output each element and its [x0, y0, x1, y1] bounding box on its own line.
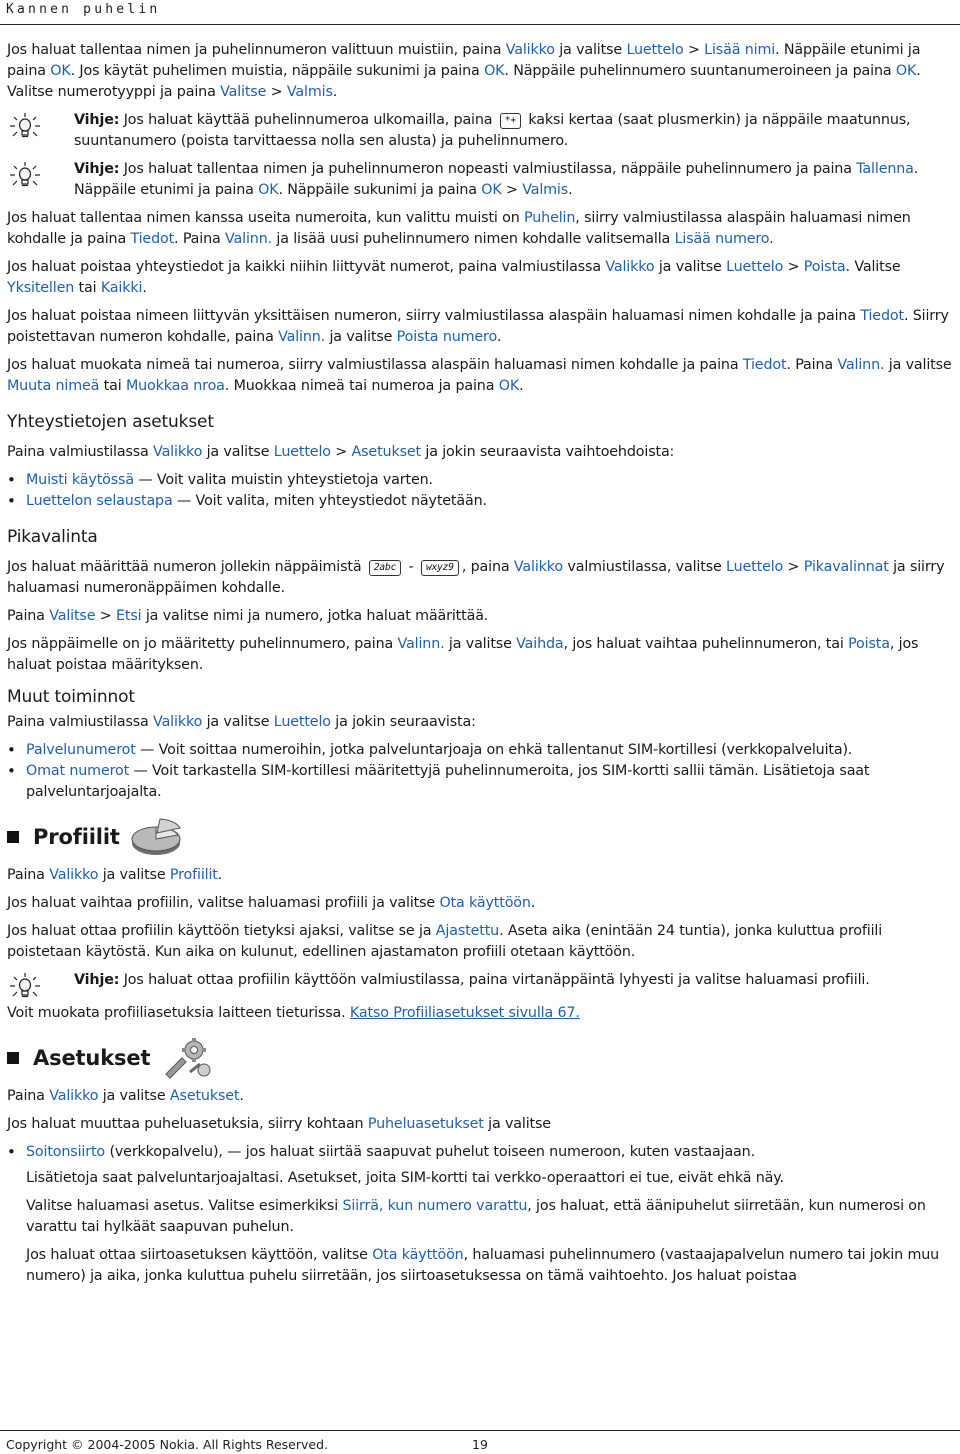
menu-term: Vaihda [516, 636, 564, 652]
menu-term: Muokkaa nroa [125, 378, 225, 394]
sub-paragraph [7, 1245, 955, 1287]
star-key-icon: *+ [500, 113, 521, 129]
lightbulb-icon [9, 972, 41, 1000]
text: Jos haluat muuttaa puheluasetuksia, siirry kohtaan [7, 1116, 368, 1132]
text: ja valitse nimi ja numero, jotka haluat määrittää. [141, 608, 489, 624]
menu-term: Valikko [505, 42, 555, 58]
text: . [769, 231, 774, 247]
text: Jos haluat käyttää puhelinnumeroa ulkomailla, paina [119, 112, 497, 128]
chapter-heading-settings [7, 1036, 955, 1080]
menu-term: OK [50, 63, 71, 79]
paragraph-profiles-edit [7, 1003, 955, 1024]
sub-paragraph: Lisätietoja saat palveluntarjoajaltasi. Asetukset, joita SIM-kortti tai verkko-operaattori ei tue, eivät ehkä näy. [26, 1170, 784, 1186]
lightbulb-icon [9, 161, 41, 189]
text: ja valitse [325, 329, 397, 345]
text: ja valitse [98, 1088, 170, 1104]
text: ja valitse [98, 867, 170, 883]
menu-term: Valinn. [837, 357, 885, 373]
menu-term: Asetukset [351, 444, 421, 460]
text: > [783, 559, 804, 575]
paragraph-delete-number [7, 306, 955, 348]
tip-international [7, 110, 955, 152]
text: . Valitse [845, 259, 901, 275]
text: Paina [7, 608, 50, 624]
text: Paina valmiustilassa [7, 444, 154, 460]
text: , jos haluat poistaa määrityksen. [7, 636, 919, 673]
list-item [7, 761, 955, 803]
menu-term: Valmis [286, 84, 333, 100]
menu-term: Poista numero [396, 329, 497, 345]
tip-label: Vihje: [74, 161, 120, 177]
tip-label: Vihje: [74, 972, 120, 988]
text: Voit muokata profiiliasetuksia laitteen tieturissa. [7, 1005, 350, 1021]
text: > [266, 84, 287, 100]
text: tai [99, 378, 126, 394]
text: . [332, 84, 338, 100]
menu-term: Valinn. [225, 231, 273, 247]
text: . [142, 280, 147, 296]
text: . Valitse numerotyyppi ja paina [7, 63, 921, 100]
paragraph-contact-settings-intro [7, 442, 955, 463]
text: , paina [461, 559, 514, 575]
paragraph-profiles-open [7, 865, 955, 886]
key-2-icon: 2abc [369, 560, 401, 576]
text: ja valitse [654, 259, 727, 275]
menu-term: Siirrä, kun numero varattu [342, 1198, 528, 1214]
menu-term: Lisää numero [674, 231, 770, 247]
menu-term: Valikko [49, 1088, 99, 1104]
menu-term: OK [895, 63, 917, 79]
text: Jos haluat ottaa siirtoasetuksen käyttöön, valitse [26, 1247, 373, 1263]
text: — Voit tarkastella SIM-kortillesi määritettyjä puhelinnumeroita, jos SIM-kortti sallii tämän. Lisätietoja saat palveluntarjoajalta. [26, 763, 870, 800]
text: . [530, 895, 536, 911]
text: . [496, 329, 502, 345]
paragraph-speed-dial-assign [7, 557, 955, 599]
text: . Aseta aika (enintään 24 tuntia), jonka kuluttua profiili poistetaan käytöstä. Kun aika on kulunut, edellinen ajastamaton profiili otetaan käyttöön. [7, 923, 883, 960]
menu-term: Valmis [522, 182, 569, 198]
text: ja valitse [202, 714, 274, 730]
menu-term: Asetukset [169, 1088, 240, 1104]
text: Jos haluat tallentaa nimen ja puhelinnumeron valittuun muistiin, paina [7, 42, 506, 58]
text: ja jokin seuraavista: [330, 714, 476, 730]
paragraph-profiles-timed [7, 921, 955, 963]
menu-term: Valikko [153, 714, 203, 730]
document-body [7, 40, 955, 1294]
settings-tools-icon [160, 1036, 214, 1080]
menu-term: OK [258, 182, 279, 198]
text: Jos haluat ottaa profiilin käyttöön valmiustilassa, paina virtanäppäintä lyhyesti ja valitse haluamasi profiili. [119, 972, 870, 988]
list-item [7, 491, 955, 512]
menu-term: Valikko [153, 444, 203, 460]
text: ja siirry haluamasi numeronäppäimen kohdalle. [7, 559, 945, 596]
menu-term: Puhelin [524, 210, 576, 226]
chapter-heading-profiles [7, 815, 955, 859]
menu-term: Profiilit [169, 867, 218, 883]
text: > [683, 42, 705, 58]
text: > [330, 444, 352, 460]
menu-term: Luettelo [273, 714, 331, 730]
menu-term: Valinn. [397, 636, 445, 652]
menu-term: Luettelo [726, 559, 784, 575]
text: — Voit soittaa numeroihin, jotka palveluntarjoaja on ehkä tallentanut SIM-kortillesi (verkkopalveluita). [135, 742, 853, 758]
text: > [501, 182, 523, 198]
text: Valitse haluamasi asetus. Valitse esimerkiksi [26, 1198, 343, 1214]
paragraph-delete-contacts [7, 257, 955, 299]
menu-term: Poista [848, 636, 890, 652]
text: . [217, 867, 223, 883]
paragraph-speed-dial-select [7, 606, 955, 627]
text: Jos näppäimelle on jo määritetty puhelinnumero, paina [7, 636, 398, 652]
menu-term: Ajastettu [435, 923, 500, 939]
menu-term: Yksitellen [7, 280, 75, 296]
text: . Jos käytät puhelimen muistia, näppäile sukunimi ja paina [70, 63, 485, 79]
menu-term: Luettelo [626, 42, 684, 58]
text: kaksi kertaa (saat plusmerkin) ja näppäile maatunnus, suuntanumero (poista tarvittaessa nolla sen alusta) ja puhelinnumero. [74, 112, 911, 149]
menu-term: Poista [803, 259, 846, 275]
paragraph-call-settings [7, 1114, 955, 1135]
paragraph-multiple-numbers [7, 208, 955, 250]
text: , jos haluat vaihtaa puhelinnumeron, tai [563, 636, 849, 652]
text: Jos haluat vaihtaa profiilin, valitse haluamasi profiili ja valitse [7, 895, 440, 911]
text: Paina [7, 867, 50, 883]
text: . Näppäile etunimi ja paina [7, 42, 921, 79]
menu-term: Palvelunumerot [26, 742, 136, 758]
menu-term: Soitonsiirto [26, 1144, 106, 1160]
text: Jos haluat tallentaa nimen kanssa useita numeroita, kun valittu muisti on [7, 210, 525, 226]
text: . Näppäile sukunimi ja paina [278, 182, 482, 198]
menu-term: Tiedot [130, 231, 175, 247]
text: , haluamasi puhelinnumero (vastaajapalvelun numero tai jokin muu numero) ja aika, jonka kuluttua puhelu siirretään, jos siirtoasetuksessa on tämä vaihtoehto. Jos haluat poistaa [26, 1247, 940, 1284]
text: , jos haluat, että äänipuhelut siirretään, kun numerosi on varattu tai hylkäät saapuvan puhelun. [26, 1198, 926, 1235]
text: Jos haluat ottaa profiilin käyttöön tietyksi ajaksi, valitse se ja [7, 923, 436, 939]
menu-term: Valikko [513, 559, 564, 575]
menu-term: Puheluasetukset [367, 1116, 484, 1132]
cross-reference-link[interactable]: Katso Profiiliasetukset sivulla 67. [349, 1005, 580, 1021]
text: ja lisää uusi puhelinnumero nimen kohdalle valitsemalla [272, 231, 675, 247]
menu-term: Tallenna [856, 161, 914, 177]
menu-term: OK [481, 182, 502, 198]
menu-term: Luettelo [273, 444, 331, 460]
section-heading-speed-dial: Pikavalinta [7, 527, 98, 547]
paragraph-speed-dial-change [7, 634, 955, 676]
text: . Muokkaa nimeä tai numeroa ja paina [224, 378, 499, 394]
text: . Paina [786, 357, 838, 373]
text: — Voit valita muistin yhteystietoja varten. [133, 472, 433, 488]
menu-term: Valitse [220, 84, 267, 100]
paragraph-edit-contact [7, 355, 955, 397]
menu-term: Ota käyttöön [372, 1247, 464, 1263]
chapter-title: Profiilit [33, 825, 120, 849]
text: . [239, 1088, 244, 1104]
menu-term: Omat numerot [26, 763, 130, 779]
text: Jos haluat muokata nimeä tai numeroa, siirry valmiustilassa alaspäin haluamasi nimen kohdalle ja paina [7, 357, 743, 373]
menu-term: Tiedot [742, 357, 787, 373]
lightbulb-icon [9, 112, 41, 140]
menu-term: Valikko [49, 867, 99, 883]
menu-term: Muuta nimeä [7, 378, 100, 394]
text: ja valitse [202, 444, 274, 460]
section-heading-other-functions: Muut toiminnot [7, 687, 135, 707]
menu-term: OK [484, 63, 505, 79]
menu-term: OK [498, 378, 520, 394]
tip-power-key [7, 970, 955, 991]
tip-quick-save [7, 159, 955, 201]
text: — Voit valita, miten yhteystiedot näytetään. [172, 493, 487, 509]
text: > [95, 608, 116, 624]
other-functions-list [7, 740, 955, 803]
menu-term: Pikavalinnat [803, 559, 889, 575]
chapter-title: Asetukset [33, 1046, 151, 1070]
text: . Näppäile etunimi ja paina [74, 161, 919, 198]
menu-term: Muisti käytössä [26, 472, 134, 488]
text: . Paina [174, 231, 226, 247]
running-header: Kannen puhelin [6, 2, 161, 17]
profiles-pie-icon [130, 815, 184, 859]
section-heading-contact-settings: Yhteystietojen asetukset [7, 412, 214, 432]
text: Paina valmiustilassa [7, 714, 154, 730]
text: Jos haluat poistaa yhteystiedot ja kaikki niihin liittyvät numerot, paina valmiustilassa [7, 259, 606, 275]
menu-term: Luettelo [726, 259, 784, 275]
paragraph-other-intro [7, 712, 955, 733]
sub-paragraph [7, 1196, 955, 1238]
section-marker-icon [7, 1052, 19, 1064]
list-item [7, 1142, 955, 1163]
menu-term: Kaikki [100, 280, 143, 296]
contact-settings-list [7, 470, 955, 512]
text: Jos haluat tallentaa nimen ja puhelinnumeron nopeasti valmiustilassa, näppäile puhelinnumero ja paina [119, 161, 857, 177]
copyright-notice: Copyright © 2004-2005 Nokia. All Rights Reserved. [6, 1437, 328, 1452]
menu-term: Luettelon selaustapa [26, 493, 173, 509]
call-settings-list [7, 1142, 955, 1163]
text: ja valitse [483, 1116, 551, 1132]
text: . Siirry poistettavan numeron kohdalle, paina [7, 308, 949, 345]
menu-term: Valikko [605, 259, 655, 275]
text: , siirry valmiustilassa alaspäin haluamasi nimen kohdalle ja paina [7, 210, 911, 247]
section-marker-icon [7, 831, 19, 843]
paragraph-settings-open [7, 1086, 955, 1107]
text: Jos haluat määrittää numeron jollekin näppäimistä [7, 559, 366, 575]
text: . [519, 378, 524, 394]
list-item [7, 470, 955, 491]
header-rule [0, 24, 960, 25]
footer-rule [0, 1430, 960, 1431]
menu-term: Valinn. [278, 329, 326, 345]
text: ja jokin seuraavista vaihtoehdoista: [420, 444, 675, 460]
text: - [404, 559, 418, 575]
text: ja valitse [884, 357, 952, 373]
text: valmiustilassa, valitse [563, 559, 727, 575]
paragraph-profiles-activate [7, 893, 955, 914]
list-item [7, 740, 955, 761]
text: . [568, 182, 573, 198]
menu-term: Valitse [49, 608, 96, 624]
paragraph-save-contact [7, 40, 955, 103]
text: (verkkopalvelu), — jos haluat siirtää saapuvat puhelut toiseen numeroon, kuten vastaajaan. [105, 1144, 755, 1160]
text: ja valitse [444, 636, 517, 652]
text: Paina [7, 1088, 50, 1104]
text: tai [74, 280, 101, 296]
text: . Näppäile puhelinnumero suuntanumeroineen ja paina [504, 63, 896, 79]
menu-term: Ota käyttöön [439, 895, 531, 911]
menu-term: Tiedot [860, 308, 904, 324]
page-number: 19 [472, 1437, 488, 1452]
text: Jos haluat poistaa nimeen liittyvän yksittäisen numeron, siirry valmiustilassa alaspäin haluamasi nimen kohdalle ja paina [7, 308, 861, 324]
menu-term: Etsi [116, 608, 142, 624]
key-9-icon: wxyz9 [421, 560, 459, 576]
menu-term: Lisää nimi [704, 42, 776, 58]
tip-label: Vihje: [74, 112, 120, 128]
text: > [783, 259, 804, 275]
text: ja valitse [554, 42, 627, 58]
